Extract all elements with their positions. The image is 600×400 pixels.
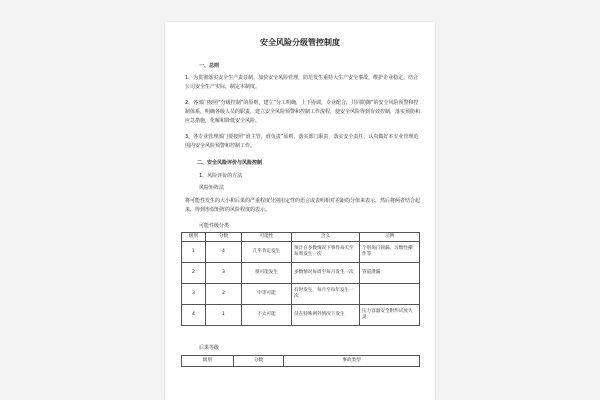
cell-example: 压力容器安全附件试放失灵: [360, 305, 420, 326]
cell-likelihood: 不太可能: [242, 305, 292, 326]
paragraph-matrix: 将可能性发生的大小和后果的严重程度分别用定性的语言或表明相对差距的分值来表示，然后将两者结合起来，得到形似矩阵的风险程度的表示。: [185, 198, 421, 213]
cell-likelihood: 中等可能: [242, 284, 292, 305]
cell-likelihood: 几乎肯定发生: [242, 242, 292, 263]
cell-level: 1: [182, 242, 206, 263]
table-header-row: [182, 356, 420, 367]
header-cell: 含义: [292, 233, 360, 242]
table-label-likelihood: 可能性级分类: [199, 223, 230, 229]
header-cell: 级别: [182, 356, 234, 367]
header-cell: 分数: [206, 233, 242, 242]
cell-meaning: 预计在多数情况下事件每天至每周发生一次: [292, 242, 360, 263]
cell-example: [360, 284, 420, 305]
table-row: [182, 263, 420, 284]
paragraph-3: 3、各专业管理部门要按照“谁主管，谁负责”原则，落实部门职责，落实安全责任，认真做好本专业管理范围内安全风险预警和控制工作。: [185, 134, 419, 149]
subheading-method: 1、风险评价的方法: [199, 173, 243, 179]
cell-meaning: 有时发生，每月至每年发生一次: [292, 284, 360, 305]
section-heading-general: 一、总则: [199, 63, 220, 69]
paragraph-1: 1、为贯彻落实安全生产责任制，加快安全风险管理，防范发生重特大生产安全事故，维护企业稳定，结合公司安全生产实际，制定本制度。: [185, 75, 419, 90]
table-row: [182, 242, 420, 263]
likelihood-table: [181, 232, 420, 326]
cell-example: 管道泄漏: [360, 263, 420, 284]
cell-likelihood: 很可能发生: [242, 263, 292, 284]
document-page: [165, 22, 435, 400]
cell-score: 2: [206, 284, 242, 305]
cell-score: 1: [206, 305, 242, 326]
header-cell: 可能性: [242, 233, 292, 242]
cell-level: 2: [182, 263, 206, 284]
subheading-matrix: 风险矩阵法: [199, 185, 225, 191]
table-row: [182, 305, 420, 326]
cell-score: 4: [206, 242, 242, 263]
paragraph-2: 2、各部门按照“分级控制”的原则，建立“分工明确，上下协调，专业配合，共同防御”的安全风险预警和控制体系，明确各级人员的职责，建立安全风险预警和控制工作流程，使安全风险得到有效控制，落实预防和应急措施，化解和降低安全风险。: [185, 100, 421, 124]
cell-meaning: 多数情况每周至每月发生一次: [292, 263, 360, 284]
table-label-consequence: 后果等级: [199, 345, 220, 351]
header-cell: 级别: [182, 233, 206, 242]
header-cell: 分数: [234, 356, 284, 367]
section-heading-risk: 二、安全风险评价与风险控制: [197, 160, 263, 166]
cell-example: 个别岗门锁漏、习惯性操作等: [360, 242, 420, 263]
header-cell: 事故类型: [284, 356, 420, 367]
cell-score: 3: [206, 263, 242, 284]
cell-level: 4: [182, 305, 206, 326]
header-cell: 示例: [360, 233, 420, 242]
document-title: 安全风险分级管控制度: [260, 38, 340, 47]
consequence-table: [181, 355, 420, 367]
cell-level: 3: [182, 284, 206, 305]
table-header-row: [182, 233, 420, 242]
table-row: [182, 284, 420, 305]
cell-meaning: 仅在特殊例外情况下发生: [292, 305, 360, 326]
